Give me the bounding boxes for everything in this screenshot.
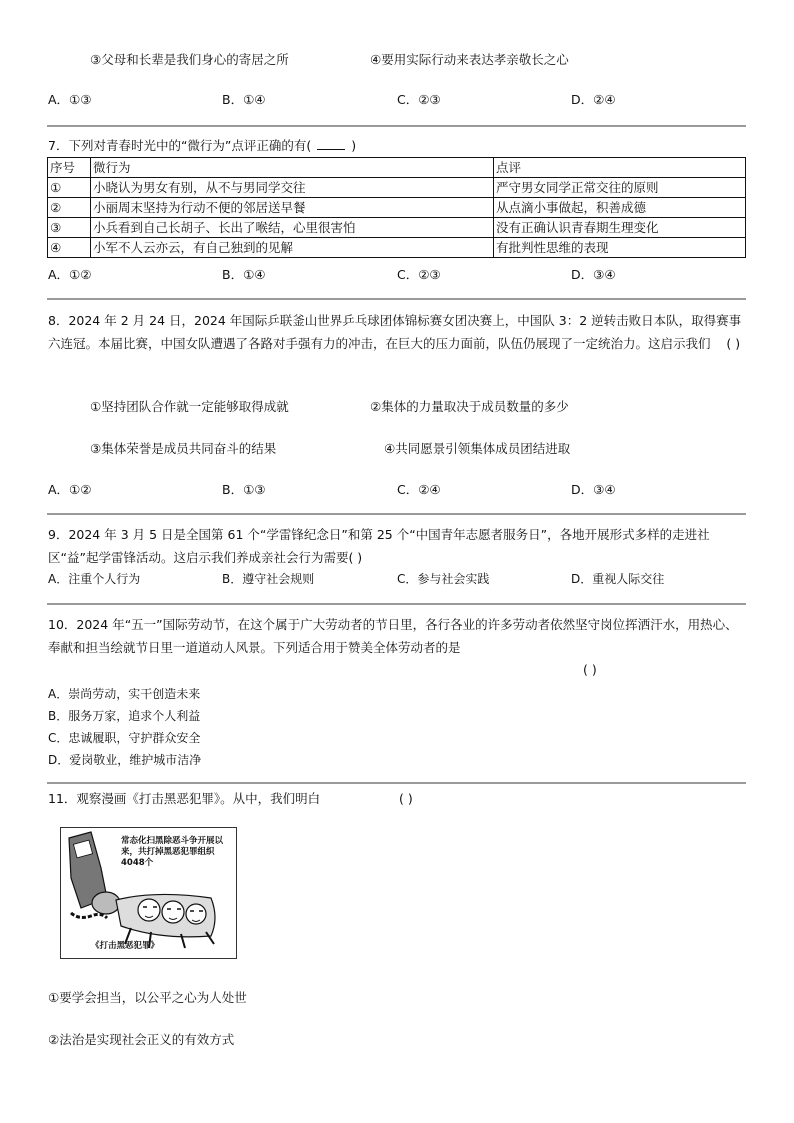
q11-option-2: ②法治是实现社会正义的有效方式 xyxy=(48,1032,235,1047)
q10-stem: 10．2024 年“五一”国际劳动节，在这个属于广大劳动者的节日里，各行各业的许多劳动者依然坚守岗位挥洒汗水，用热心、奉献和担当绘就节日里一道道动人风景。下列适合用于赞美全体劳动者的是 xyxy=(48,617,738,655)
table-header-cell: 序号 xyxy=(48,158,91,178)
q10-answer-d: D．爱岗敬业，维护城市洁净 xyxy=(48,753,202,767)
cartoon-image xyxy=(60,827,237,959)
q11-paren: ( ) xyxy=(399,791,413,806)
q7-table xyxy=(47,157,746,258)
q8-stem-text: 8．2024 年 2 月 24 日，2024 年国际乒联釜山世界乒乓球团体锦标赛女团决赛上，中国队 3：2 逆转击败日本队，取得赛事六连冠。本届比赛，中国女队遭遇了各路对手强有力的冲击，在巨大的压力面前，队伍仍展现了一定统治力。这启示我们 xyxy=(48,313,742,351)
q9-stem: 9．2024 年 3 月 5 日是全国第 61 个“学雷锋纪念日”和第 25 个“中国青年志愿者服务日”，各地开展形式多样的走进社区“益”起学雷锋活动。这启示我们养成亲社会行为需要( ) xyxy=(48,527,710,565)
q8-answer-a: A．①② xyxy=(48,482,92,497)
q8-answer-c: C．②④ xyxy=(397,482,441,497)
table-cell: ① xyxy=(48,178,91,198)
q8-paren: ( ) xyxy=(726,336,741,351)
q8-answer-b: B．①③ xyxy=(222,482,266,497)
table-cell: 小丽周末坚持为行动不便的邻居送早餐 xyxy=(91,198,494,218)
table-row xyxy=(48,238,746,258)
table-cell: ② xyxy=(48,198,91,218)
answer-blank xyxy=(317,137,345,150)
q8-option-4: ④共同愿景引领集体成员团结进取 xyxy=(384,441,571,456)
q10-answer-b: B．服务万家，追求个人利益 xyxy=(48,709,201,723)
table-cell: 小军不人云亦云，有自己独到的见解 xyxy=(91,238,494,258)
q9-answer-c: C．参与社会实践 xyxy=(397,572,490,586)
table-header-cell: 微行为 xyxy=(91,158,494,178)
q11-stem: 11．观察漫画《打击黑恶犯罪》。从中，我们明白 xyxy=(48,791,321,806)
table-header-cell: 点评 xyxy=(494,158,746,178)
q8-option-3: ③集体荣誉是成员共同奋斗的结果 xyxy=(90,441,277,456)
q8-option-1: ①坚持团队合作就一定能够取得成就 xyxy=(90,399,289,414)
q9-answer-b: B．遵守社会规则 xyxy=(222,572,315,586)
q9-answer-a: A．注重个人行为 xyxy=(48,572,141,586)
q9-answer-d: D．重视人际交往 xyxy=(571,572,665,586)
divider xyxy=(47,782,746,784)
table-cell: 小兵看到自己长胡子、长出了喉结，心里很害怕 xyxy=(91,218,494,238)
table-cell: 有批判性思维的表现 xyxy=(494,238,746,258)
cartoon-title: 《打击黑恶犯罪》 xyxy=(91,941,160,951)
q7-answer-a: A．①② xyxy=(48,267,92,282)
divider xyxy=(47,603,746,605)
divider xyxy=(47,513,746,515)
q7-stem xyxy=(48,137,356,154)
q7-answer-c: C．②③ xyxy=(397,267,441,282)
q7-answer-d: D．③④ xyxy=(571,267,616,282)
q6-answer-c: C．②③ xyxy=(397,92,441,107)
q6-answer-b: B．①④ xyxy=(222,92,266,107)
table-row xyxy=(48,198,746,218)
table-cell: ④ xyxy=(48,238,91,258)
q6-option-4: ④要用实际行动来表达孝亲敬长之心 xyxy=(370,52,569,67)
q7-answer-b: B．①④ xyxy=(222,267,266,282)
table-cell: 没有正确认识青春期生理变化 xyxy=(494,218,746,238)
table-cell: ③ xyxy=(48,218,91,238)
table-row xyxy=(48,178,746,198)
q6-option-3: ③父母和长辈是我们身心的寄居之所 xyxy=(90,52,289,67)
q10-answer-a: A．崇尚劳动，实干创造未来 xyxy=(48,687,201,701)
q8-stem xyxy=(48,309,748,355)
q6-answer-d: D．②④ xyxy=(571,92,616,107)
table-header-row xyxy=(48,158,746,178)
table-cell: 小晓认为男女有别，从不与男同学交往 xyxy=(91,178,494,198)
q10-answer-c: C．忠诚履职，守护群众安全 xyxy=(48,731,201,745)
table-row xyxy=(48,218,746,238)
q8-answer-d: D．③④ xyxy=(571,482,616,497)
q8-option-2: ②集体的力量取决于成员数量的多少 xyxy=(370,399,569,414)
q6-answer-a: A．①③ xyxy=(48,92,92,107)
q10-paren: ( ) xyxy=(583,662,597,677)
table-cell: 从点滴小事做起，积善成德 xyxy=(494,198,746,218)
divider xyxy=(47,298,746,300)
divider xyxy=(47,125,746,127)
q11-option-1: ①要学会担当，以公平之心为人处世 xyxy=(48,990,247,1005)
q7-stem-text: 7．下列对青春时光中的“微行为”点评正确的有( xyxy=(48,138,312,153)
q7-stem-close: ) xyxy=(351,138,357,153)
cartoon-caption: 常态化扫黑除恶斗争开展以来，共打掉黑恶犯罪组织4048个 xyxy=(121,836,224,868)
table-cell: 严守男女同学正常交往的原则 xyxy=(494,178,746,198)
